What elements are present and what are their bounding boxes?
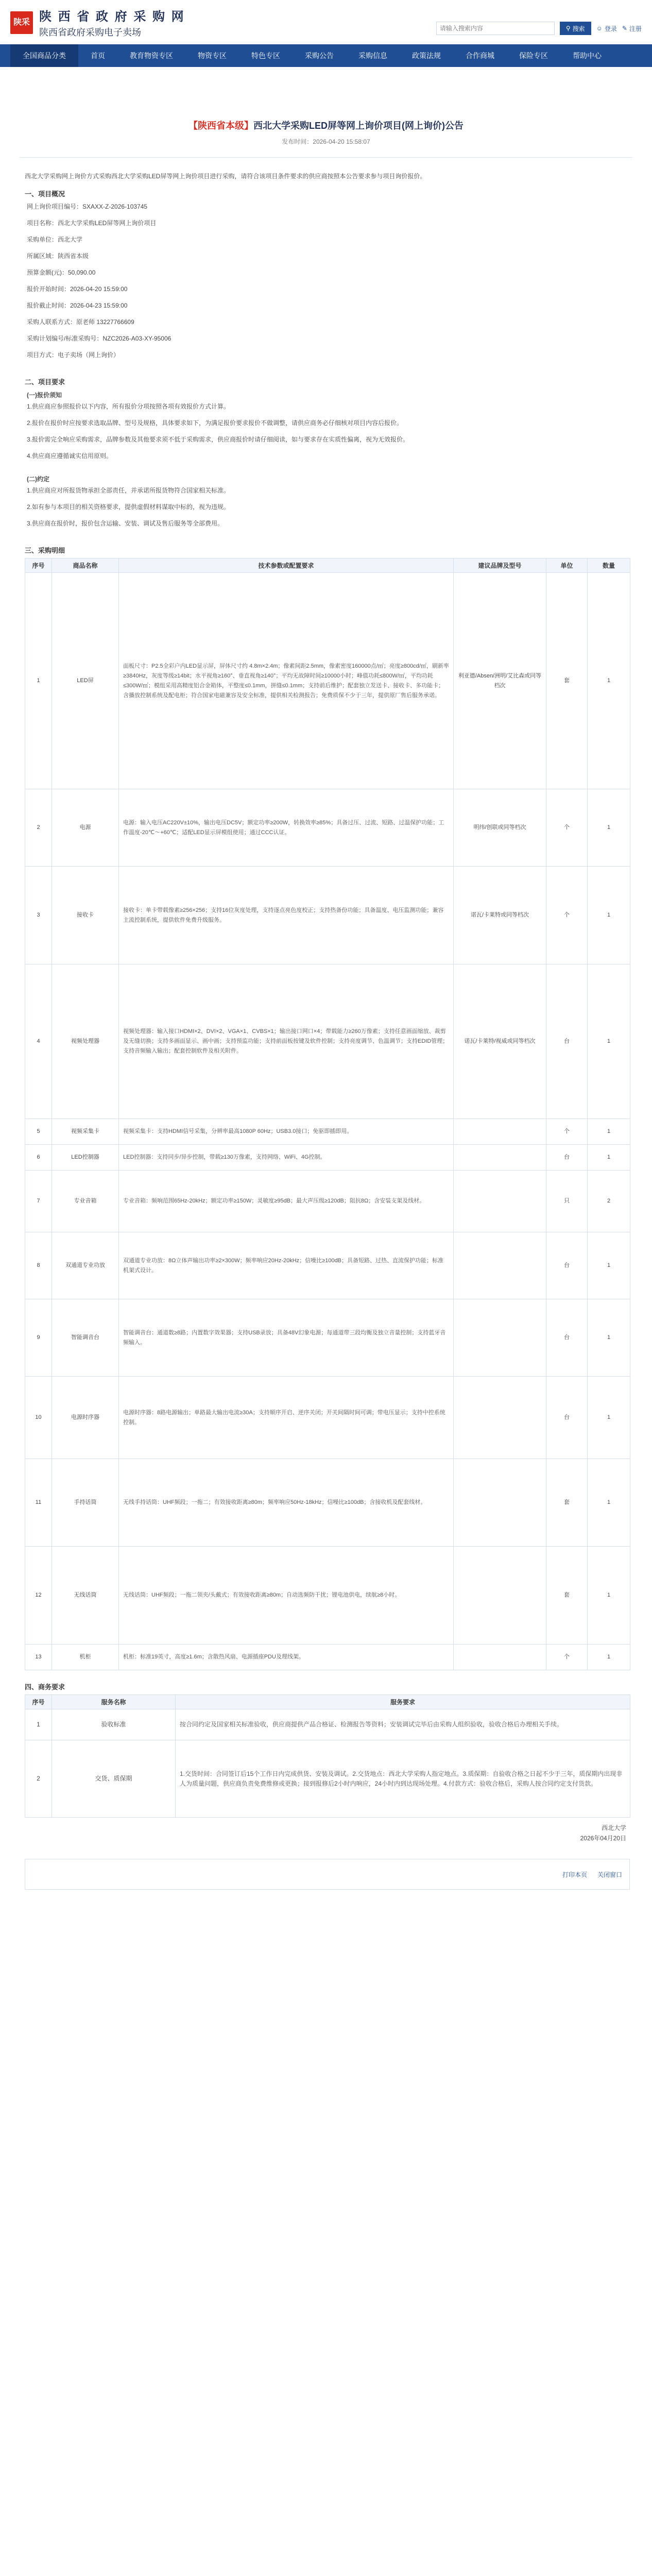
- table-row: [25, 867, 630, 964]
- nav-materials[interactable]: 物资专区: [198, 52, 227, 60]
- info-line: 预算金额(元)：50,090.00: [27, 269, 96, 276]
- cell-no: 1: [25, 1709, 52, 1740]
- title-area: [20, 118, 632, 146]
- intro-text: 西北大学采购网上询价方式采购西北大学采购LED屏等网上询价项目进行采购，请符合该项目条件要求的供应商按照本公告要求参与项目询价报价。: [25, 173, 426, 180]
- publish-time: 发布时间：2026-04-20 15:58:07: [282, 138, 370, 145]
- cell-no: 3: [25, 867, 52, 964]
- cell-name: 双通道专业功放: [52, 1232, 119, 1299]
- info-line: 采购人联系方式：原老师 13227766609: [27, 318, 134, 326]
- cell-qty: 1: [588, 1145, 630, 1171]
- cell-unit: 个: [546, 789, 588, 867]
- table-row: [25, 964, 630, 1119]
- table-row: [25, 1645, 630, 1670]
- table-header-row: [25, 558, 630, 573]
- table-row: [25, 1145, 630, 1171]
- main-content: [20, 118, 632, 1890]
- register-link[interactable]: [622, 24, 642, 33]
- col-no: 序号: [25, 1695, 52, 1709]
- cell-service-name: 交货、质保期: [52, 1740, 176, 1818]
- section-services: 四、商务要求: [25, 1683, 65, 1691]
- table-row: [25, 1377, 630, 1459]
- header-right: [436, 22, 642, 35]
- section-basic-info: 一、项目概况: [25, 190, 65, 198]
- table-row: [25, 573, 630, 789]
- note-line: 2.报价在报价时应按要求选取品牌、型号及规格，具体要求如下，为满足报价要求报价不做调整，请供应商务必仔细核对项目内容后报价。: [27, 419, 403, 427]
- bottom-bar: [25, 1859, 630, 1890]
- cell-spec: 电源时序器：8路电源输出；单路最大输出电流≥30A；支持顺序开启、逆序关闭；开关间隔时间可调；带电压显示；支持中控系统控制。: [119, 1377, 454, 1459]
- cell-no: 10: [25, 1377, 52, 1459]
- cell-unit: 个: [546, 1645, 588, 1670]
- cell-brand: [454, 1645, 546, 1670]
- nav-home[interactable]: 首页: [91, 52, 105, 60]
- cell-spec: 无线手持话筒：UHF频段；一拖二；有效接收距离≥80m；频率响应50Hz-18kHz；信噪比≥100dB；含接收机及配套线材。: [119, 1459, 454, 1547]
- cell-unit: 个: [546, 867, 588, 964]
- brand[interactable]: [10, 6, 185, 39]
- cell-qty: 1: [588, 1377, 630, 1459]
- login-label: 登录: [604, 25, 617, 32]
- search-button-label: 搜索: [572, 25, 585, 32]
- cell-no: 9: [25, 1299, 52, 1377]
- cell-spec: 机柜：标准19英寸，高度≥1.6m；含散热风扇、电源插座PDU及理线架。: [119, 1645, 454, 1670]
- cell-spec: 专业音箱：频响范围65Hz-20kHz；额定功率≥150W；灵敏度≥95dB；最大声压级≥120dB；阻抗8Ω；含安装支架及线材。: [119, 1171, 454, 1232]
- cell-no: 5: [25, 1119, 52, 1145]
- table-row: [25, 1709, 630, 1740]
- page-title: [20, 118, 632, 132]
- cell-spec: 视频处理器：输入接口HDMI×2、DVI×2、VGA×1、CVBS×1；输出接口网口×4；带载能力≥260万像素；支持任意画面缩放、裁剪及无缝切换；支持多画面显示、画中画；支持预监功能；支持前面板按键及软件控制；支持亮度调节、色温调节；支持EDID管理；支持音频输入输出；配套控制软件及相关附件。: [119, 964, 454, 1119]
- cell-brand: [454, 1119, 546, 1145]
- info-line: 报价截止时间：2026-04-23 15:59:00: [27, 302, 128, 309]
- services-table: [25, 1694, 630, 1818]
- search-box: [436, 22, 555, 35]
- cell-name: 专业音箱: [52, 1171, 119, 1232]
- cell-no: 2: [25, 789, 52, 867]
- agreement-heading: (二)约定: [27, 476, 49, 483]
- cell-brand: [454, 1547, 546, 1645]
- signature-unit: 西北大学: [601, 1824, 626, 1832]
- col-no: 序号: [25, 558, 52, 573]
- cell-qty: 1: [588, 1119, 630, 1145]
- nav-purchase-info[interactable]: 采购信息: [358, 52, 387, 60]
- cell-unit: 台: [546, 1145, 588, 1171]
- cell-spec: 视频采集卡：支持HDMI信号采集，分辨率最高1080P 60Hz；USB3.0接口；免驱即插即用。: [119, 1119, 454, 1145]
- cell-unit: 台: [546, 1232, 588, 1299]
- cell-name: 电源时序器: [52, 1377, 119, 1459]
- login-link[interactable]: [596, 24, 617, 33]
- cell-brand: [454, 1232, 546, 1299]
- cell-name: 机柜: [52, 1645, 119, 1670]
- nav-policies[interactable]: 政策法规: [412, 52, 441, 60]
- cell-brand: 明纬/创联或同等档次: [454, 789, 546, 867]
- cell-name: 视频采集卡: [52, 1119, 119, 1145]
- edit-icon: ✎: [622, 25, 627, 32]
- cell-unit: 只: [546, 1171, 588, 1232]
- cell-unit: 套: [546, 1547, 588, 1645]
- table-row: [25, 1740, 630, 1818]
- signature-block: [20, 1823, 626, 1843]
- cell-name: 智能调音台: [52, 1299, 119, 1377]
- cell-no: 12: [25, 1547, 52, 1645]
- close-link[interactable]: 关闭窗口: [597, 1871, 622, 1878]
- cell-name: 无线话筒: [52, 1547, 119, 1645]
- cell-qty: 1: [588, 1299, 630, 1377]
- cell-no: 2: [25, 1740, 52, 1818]
- site-logo: 陕采: [10, 11, 33, 34]
- cell-service-desc: 1.交货时间：合同签订后15个工作日内完成供货、安装及调试。2.交货地点：西北大学采购人指定地点。3.质保期：自验收合格之日起不少于三年，质保期内出现非人为质量问题，供应商负责免费维修或更换；接到报修后2小时内响应，24小时内到达现场处理。4.付款方式：验收合格后，采购人按合同约定支付货款。: [176, 1740, 630, 1818]
- register-label: 注册: [629, 25, 642, 32]
- divider: [20, 157, 632, 158]
- cell-service-name: 验收标准: [52, 1709, 176, 1740]
- cell-name: 接收卡: [52, 867, 119, 964]
- table-row: [25, 1547, 630, 1645]
- region-tag: 【陕西省本级】: [188, 121, 253, 131]
- col-spec: 技术参数或配置要求: [119, 558, 454, 573]
- cell-spec: 智能调音台：通道数≥8路；内置数字效果器；支持USB录放；具备48V幻象电源；每通道带三段均衡及独立音量控制；支持蓝牙音频输入。: [119, 1299, 454, 1377]
- cell-qty: 2: [588, 1171, 630, 1232]
- cell-no: 11: [25, 1459, 52, 1547]
- agreement-line: 1.供应商应对所报货物承担全部责任，并承诺所报货物符合国家相关标准。: [27, 487, 230, 494]
- cell-unit: 套: [546, 1459, 588, 1547]
- cell-name: LED控制器: [52, 1145, 119, 1171]
- cell-spec: 无线话筒：UHF频段；一拖二领夹/头戴式；有效接收距离≥80m；自动选频防干扰；锂电池供电，续航≥8小时。: [119, 1547, 454, 1645]
- cell-no: 4: [25, 964, 52, 1119]
- cell-name: 视频处理器: [52, 964, 119, 1119]
- items-table: [25, 558, 630, 1670]
- cell-qty: 1: [588, 867, 630, 964]
- cell-qty: 1: [588, 1232, 630, 1299]
- cell-brand: [454, 1299, 546, 1377]
- main-nav: [0, 44, 652, 67]
- section-items: 三、采购明细: [25, 547, 65, 554]
- cell-unit: 个: [546, 1119, 588, 1145]
- nav-all-categories[interactable]: 全国商品分类: [10, 44, 78, 67]
- cell-brand: [454, 1171, 546, 1232]
- search-button[interactable]: [560, 22, 591, 35]
- print-link[interactable]: 打印本页: [562, 1871, 587, 1878]
- cell-name: 电源: [52, 789, 119, 867]
- cell-name: 手持话筒: [52, 1459, 119, 1547]
- note-line: 3.报价需完全响应采购需求，品牌参数及其他要求须不低于采购需求，供应商报价时请仔细阅读，如与要求存在实质性偏离，视为无效报价。: [27, 436, 409, 443]
- cell-spec: LED控制器：支持同步/异步控制，带载≥130万像素，支持网络、WiFi、4G控制。: [119, 1145, 454, 1171]
- cell-qty: 1: [588, 573, 630, 789]
- cell-qty: 1: [588, 964, 630, 1119]
- cell-spec: 双通道专业功放：8Ω立体声输出功率≥2×300W；频率响应20Hz-20kHz；信噪比≥100dB；具备短路、过热、直流保护功能；标准机架式设计。: [119, 1232, 454, 1299]
- table-row: [25, 789, 630, 867]
- cell-name: LED屏: [52, 573, 119, 789]
- info-line: 网上询价项目编号：SXAXX-Z-2026-103745: [27, 203, 148, 210]
- cell-service-desc: 按合同约定及国家相关标准验收，供应商提供产品合格证、检测报告等资料；安装调试完毕后由采购人组织验收，验收合格后办理相关手续。: [176, 1709, 630, 1740]
- brand-line1: 陕 西 省 政 府 采 购 网: [39, 10, 185, 24]
- col-qty: 数量: [588, 558, 630, 573]
- table-row: [25, 1459, 630, 1547]
- cell-brand: [454, 1459, 546, 1547]
- user-icon: ☺: [596, 25, 603, 32]
- cell-no: 7: [25, 1171, 52, 1232]
- col-service-name: 服务名称: [52, 1695, 176, 1709]
- info-line: 报价开始时间：2026-04-20 15:59:00: [27, 285, 128, 293]
- brand-text: [39, 6, 185, 39]
- agreement-line: 2.如有参与本项目的相关资格要求，提供虚假材料谋取中标的，视为违规。: [27, 503, 230, 511]
- cell-brand: 诺瓦/卡莱特/视威或同等档次: [454, 964, 546, 1119]
- info-line: 项目名称：西北大学采购LED屏等网上询价项目: [27, 219, 157, 227]
- info-line: 采购单位：西北大学: [27, 236, 83, 243]
- section-requirements: 二、项目要求: [25, 378, 65, 386]
- table-row: [25, 1119, 630, 1145]
- nav-insurance[interactable]: 保险专区: [519, 52, 548, 60]
- cell-qty: 1: [588, 1459, 630, 1547]
- cell-unit: 台: [546, 964, 588, 1119]
- cell-no: 1: [25, 573, 52, 789]
- cell-qty: 1: [588, 1547, 630, 1645]
- search-input[interactable]: [440, 25, 551, 32]
- col-brand: 建议品牌及型号: [454, 558, 546, 573]
- col-name: 商品名称: [52, 558, 119, 573]
- bottom-links: [562, 1870, 622, 1879]
- cell-unit: 台: [546, 1299, 588, 1377]
- note-line: 1.供应商应参照报价以下内容，所有报价分项按照各项有效报价方式计算。: [27, 403, 230, 410]
- nav-featured[interactable]: 特色专区: [251, 52, 280, 60]
- table-header-row: [25, 1695, 630, 1709]
- signature-date: 2026年04月20日: [580, 1835, 626, 1842]
- nav-announcements[interactable]: 采购公告: [305, 52, 334, 60]
- top-header: [0, 0, 652, 44]
- cell-no: 6: [25, 1145, 52, 1171]
- info-line: 项目方式：电子卖场（网上询价）: [27, 351, 120, 359]
- cell-unit: 套: [546, 573, 588, 789]
- notes-heading: (一)报价须知: [27, 392, 62, 399]
- brand-line2: 陕西省政府采购电子卖场: [39, 27, 141, 38]
- col-service-desc: 服务要求: [176, 1695, 630, 1709]
- cell-spec: 电源：输入电压AC220V±10%，输出电压DC5V；额定功率≥200W，转换效率≥85%；具备过压、过流、短路、过温保护功能；工作温度-20℃～+60℃；适配LED显示屏模组使用；通过CCC认证。: [119, 789, 454, 867]
- table-row: [25, 1232, 630, 1299]
- table-row: [25, 1299, 630, 1377]
- cell-qty: 1: [588, 789, 630, 867]
- cell-no: 13: [25, 1645, 52, 1670]
- nav-help[interactable]: 帮助中心: [573, 52, 602, 60]
- cell-brand: [454, 1145, 546, 1171]
- agreement-line: 3.供应商在报价时，报价包含运输、安装、调试及售后服务等全部费用。: [27, 520, 224, 527]
- nav-partner-mall[interactable]: 合作商城: [466, 52, 494, 60]
- cell-qty: 1: [588, 1645, 630, 1670]
- info-line: 采购计划编号/标准采购号：NZC2026-A03-XY-95006: [27, 335, 171, 342]
- info-line: 所属区域：陕西省本级: [27, 252, 89, 260]
- col-unit: 单位: [546, 558, 588, 573]
- nav-education[interactable]: 教育物资专区: [130, 52, 173, 60]
- cell-brand: 利亚德/Absen/洲明/艾比森或同等档次: [454, 573, 546, 789]
- cell-brand: [454, 1377, 546, 1459]
- table-row: [25, 1171, 630, 1232]
- cell-no: 8: [25, 1232, 52, 1299]
- cell-spec: 接收卡：单卡带载像素≥256×256；支持16位灰度处理，支持逐点亮色度校正；支持热备份功能；具备温度、电压监测功能；兼容主流控制系统，提供软件免费升级服务。: [119, 867, 454, 964]
- cell-brand: 诺瓦/卡莱特或同等档次: [454, 867, 546, 964]
- note-line: 4.供应商应遵循诚实信用原则。: [27, 452, 113, 460]
- title-text: 西北大学采购LED屏等网上询价项目(网上询价)公告: [253, 121, 464, 131]
- search-icon: ⚲: [565, 25, 571, 32]
- cell-unit: 台: [546, 1377, 588, 1459]
- cell-spec: 面板尺寸：P2.5全彩户内LED显示屏，屏体尺寸约 4.8m×2.4m；像素间距2.5mm，像素密度160000点/㎡；亮度≥800cd/㎡，刷新率≥3840Hz，灰度等级≥14bit；水平视角≥160°、垂直视角≥140°；平均无故障时间≥10000小时；峰值功耗≤800W/㎡，平均功耗≤300W/㎡；模组采用高精度铝合金箱体，平整度≤0.1mm，拼缝≤0.1mm；支持前后维护；配套独立发送卡、接收卡、多功能卡；含播放控制系统及配电柜；符合国家电磁兼容及安全标准，提供相关检测报告；免费质保不少于三年，提供原厂售后服务承诺。: [119, 573, 454, 789]
